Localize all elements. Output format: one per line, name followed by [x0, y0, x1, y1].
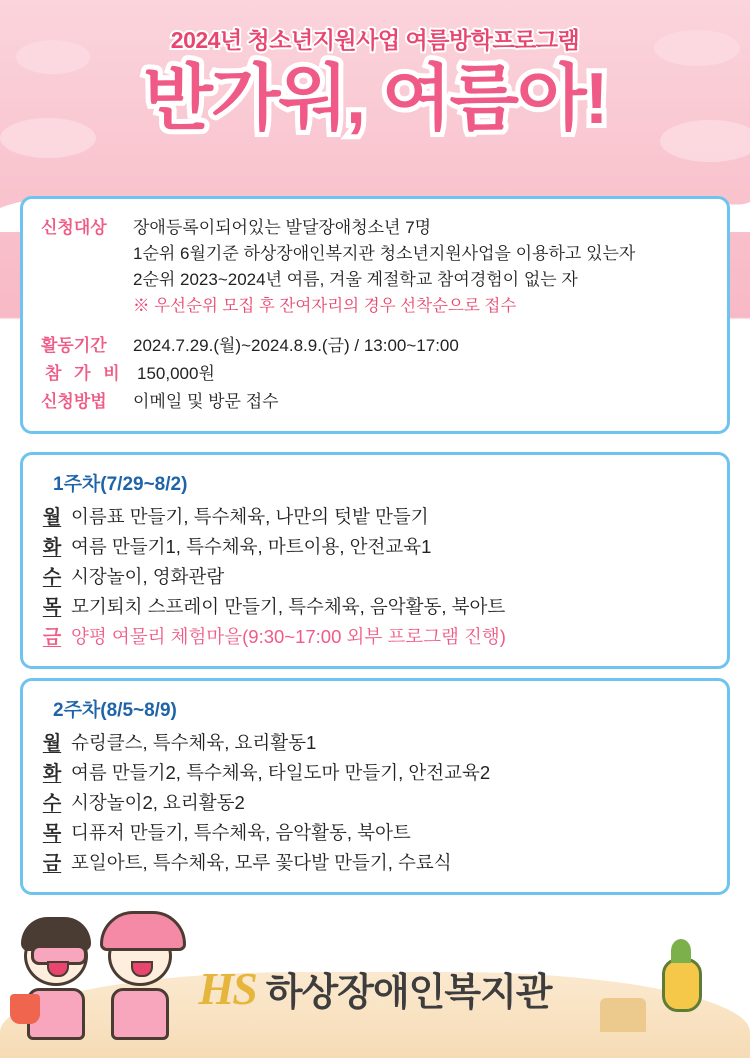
schedule-row: [39, 818, 711, 847]
poster-kicker: 2024년 청소년지원사업 여름방학프로그램: [170, 27, 580, 53]
day-badge: 금: [42, 627, 62, 648]
info-value: 150,000원: [137, 364, 215, 383]
week-title: 1주차(7/29~8/2): [53, 474, 188, 495]
info-line: 1순위 6월기준 하상장애인복지관 청소년지원사업을 이용하고 있는자: [133, 244, 636, 263]
day-badge: 목: [42, 823, 62, 844]
day-badge: 금: [42, 853, 62, 874]
day-badge: 수: [42, 567, 62, 588]
day-activities: 슈링클스, 특수체육, 요리활동1: [71, 732, 317, 753]
schedule-card-week-2: [20, 678, 730, 895]
day-badge: 월: [42, 733, 62, 754]
day-activities: 이름표 만들기, 특수체육, 나만의 텃밭 만들기: [71, 506, 429, 527]
day-activities: 여름 만들기1, 특수체육, 마트이용, 안전교육1: [71, 536, 432, 557]
schedule-row: [39, 622, 711, 651]
organization-logo: [0, 961, 750, 1016]
schedule-card-week-1: [20, 452, 730, 669]
info-line: 2순위 2023~2024년 여름, 겨울 계절학교 참여경험이 없는 자: [133, 270, 578, 289]
info-label: 활동기간: [41, 336, 107, 355]
info-row-period: [41, 333, 709, 359]
logo-mark: HS: [198, 963, 256, 1014]
schedule-row: [39, 502, 711, 531]
info-row-method: [41, 389, 709, 415]
day-badge: 수: [42, 793, 62, 814]
day-activities: 시장놀이, 영화관람: [71, 566, 225, 587]
info-value: 2024.7.29.(월)~2024.8.9.(금) / 13:00~17:00: [133, 336, 459, 355]
info-value: 이메일 및 방문 접수: [133, 392, 279, 411]
poster-footer: [0, 898, 750, 1058]
info-note: ※ 우선순위 모집 후 잔여자리의 경우 선착순으로 접수: [133, 297, 517, 315]
day-activities: 모기퇴치 스프레이 만들기, 특수체육, 음악활동, 북아트: [71, 596, 506, 617]
day-badge: 월: [42, 507, 62, 528]
day-badge: 화: [42, 763, 62, 784]
day-activities: 디퓨저 만들기, 특수체육, 음악활동, 북아트: [71, 822, 411, 843]
day-badge: 목: [42, 597, 62, 618]
spacer: [41, 321, 709, 333]
info-label: 신청방법: [41, 392, 107, 411]
day-activities: 양평 여물리 체험마을(9:30~17:00 외부 프로그램 진행): [71, 626, 506, 647]
schedule-row: [39, 848, 711, 877]
poster-header: [0, 0, 750, 140]
schedule-row: [39, 758, 711, 787]
day-badge: 화: [42, 537, 62, 558]
schedule-row: [39, 728, 711, 757]
day-activities: 포일아트, 특수체육, 모루 꽃다발 만들기, 수료식: [71, 852, 452, 873]
schedule-row: [39, 592, 711, 621]
info-label: 참 가 비: [45, 364, 124, 383]
info-label: 신청대상: [41, 218, 107, 237]
day-activities: 여름 만들기2, 특수체육, 타일도마 만들기, 안전교육2: [71, 762, 491, 783]
info-value: [133, 215, 709, 319]
poster-title: 반가워, 여름아!: [143, 59, 607, 139]
schedule-row: [39, 788, 711, 817]
info-line: 장애등록이되어있는 발달장애청소년 7명: [133, 218, 432, 237]
info-row-target: [41, 215, 709, 319]
week-title: 2주차(8/5~8/9): [53, 700, 177, 721]
schedule-row: [39, 532, 711, 561]
logo-text: 하상장애인복지관: [265, 972, 552, 1014]
application-info-card: [20, 196, 730, 434]
schedule-row: [39, 562, 711, 591]
day-activities: 시장놀이2, 요리활동2: [71, 792, 245, 813]
info-row-fee: [41, 361, 709, 387]
